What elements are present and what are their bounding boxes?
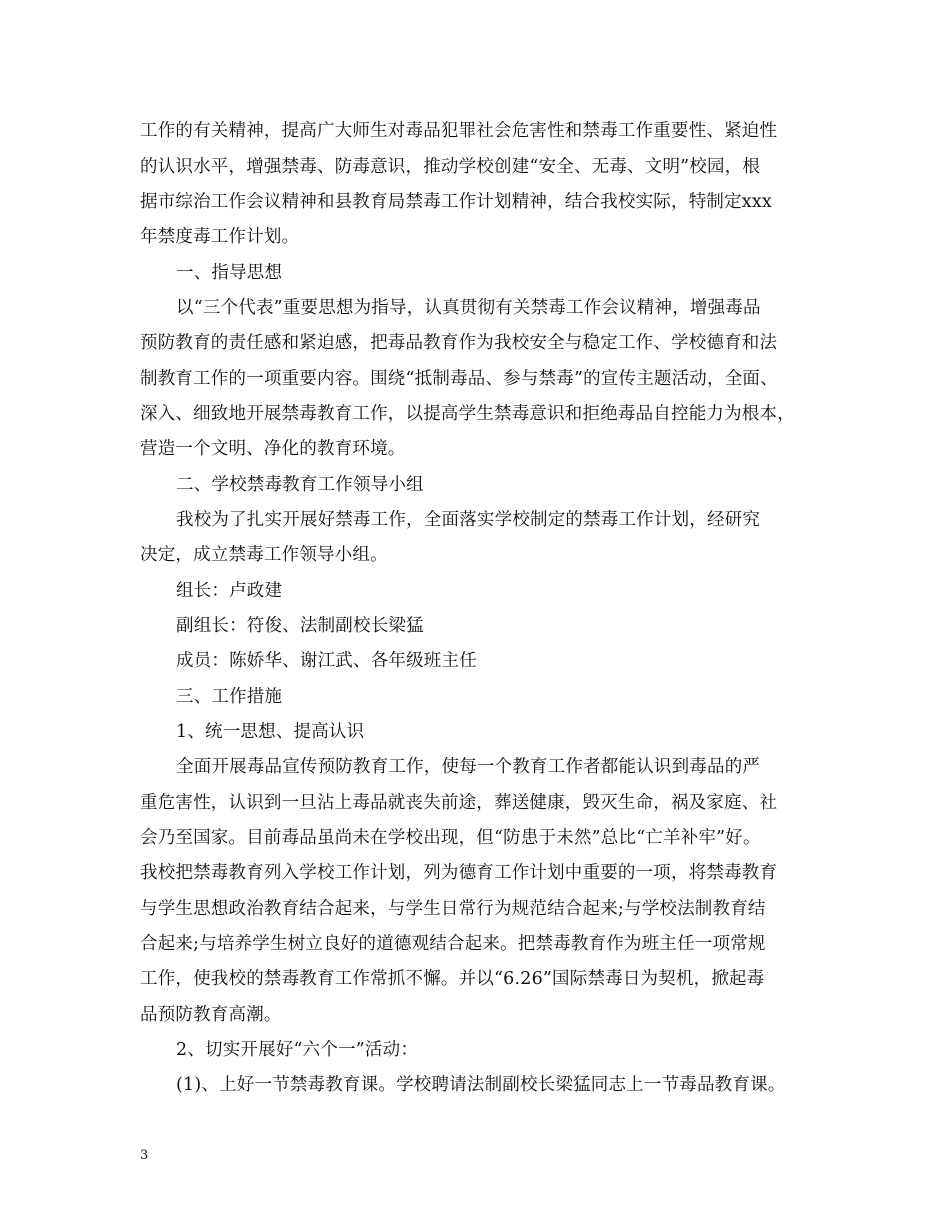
- body-text-line: 的认识水平，增强禁毒、防毒意识，推动学校创建“安全、无毒、文明”校园，根: [140, 157, 761, 177]
- body-text-line: 深入、细致地开展禁毒教育工作，以提高学生禁毒意识和拒绝毒品自控能力为根本，: [140, 404, 795, 424]
- group-leader-line: 组长：卢政建: [176, 581, 283, 601]
- body-text-line: 据市综治工作会议精神和县教育局禁毒工作计划精神，结合我校实际，特制定xxx: [140, 192, 773, 212]
- body-text-line: (1)、上好一节禁毒教育课。学校聘请法制副校长梁猛同志上一节毒品教育课。: [176, 1075, 786, 1095]
- page-number: 3: [140, 1148, 149, 1163]
- body-text-line: 预防教育的责任感和紧迫感，把毒品教育作为我校安全与稳定工作、学校德育和法: [140, 333, 778, 353]
- section-heading-work-measures: 三、工作措施: [176, 687, 283, 707]
- body-text-line: 重危害性，认识到一旦沾上毒品就丧失前途，葬送健康，毁灭生命，祸及家庭、社: [140, 793, 778, 813]
- section-heading-guiding-ideology: 一、指导思想: [176, 263, 283, 283]
- body-text-line: 决定，成立禁毒工作领导小组。: [140, 545, 388, 565]
- body-text-line: 品预防教育高潮。: [140, 1005, 282, 1025]
- body-text-line: 工作，使我校的禁毒教育工作常抓不懈。并以“6.26”国际禁毒日为契机，掀起毒: [140, 969, 765, 989]
- body-text-line: 制教育工作的一项重要内容。围绕“抵制毒品、参与禁毒”的宣传主题活动，全面、: [140, 369, 778, 389]
- body-text-line: 年禁度毒工作计划。: [140, 227, 300, 247]
- body-text-line: 全面开展毒品宣传预防教育工作，使每一个教育工作者都能认识到毒品的严: [176, 757, 761, 777]
- section-heading-leadership-group: 二、学校禁毒教育工作领导小组: [176, 475, 424, 495]
- subheading-unify-thinking: 1、统一思想、提高认识: [176, 722, 365, 742]
- body-text-line: 我校把禁毒教育列入学校工作计划，列为德育工作计划中重要的一项，将禁毒教育: [140, 863, 778, 883]
- body-text-line: 以“三个代表”重要思想为指导，认真贯彻有关禁毒工作会议精神，增强毒品: [176, 298, 761, 318]
- body-text-line: 我校为了扎实开展好禁毒工作，全面落实学校制定的禁毒工作计划，经研究: [176, 510, 761, 530]
- members-line: 成员：陈娇华、谢江武、各年级班主任: [176, 651, 477, 671]
- deputy-leader-line: 副组长：符俊、法制副校长梁猛: [176, 616, 424, 636]
- body-text-line: 与学生思想政治教育结合起来，与学生日常行为规范结合起来;与学校法制教育结: [140, 899, 766, 919]
- subheading-six-ones-activity: 2、切实开展好“六个一”活动：: [176, 1040, 419, 1060]
- body-text-line: 工作的有关精神，提高广大师生对毒品犯罪社会危害性和禁毒工作重要性、紧迫性: [140, 121, 778, 141]
- body-text-line: 合起来;与培养学生树立良好的道德观结合起来。把禁毒教育作为班主任一项常规: [140, 934, 766, 954]
- body-text-line: 会乃至国家。目前毒品虽尚未在学校出现，但“防患于未然”总比“亡羊补牢”好。: [140, 828, 761, 848]
- body-text-line: 营造一个文明、净化的教育环境。: [140, 439, 406, 459]
